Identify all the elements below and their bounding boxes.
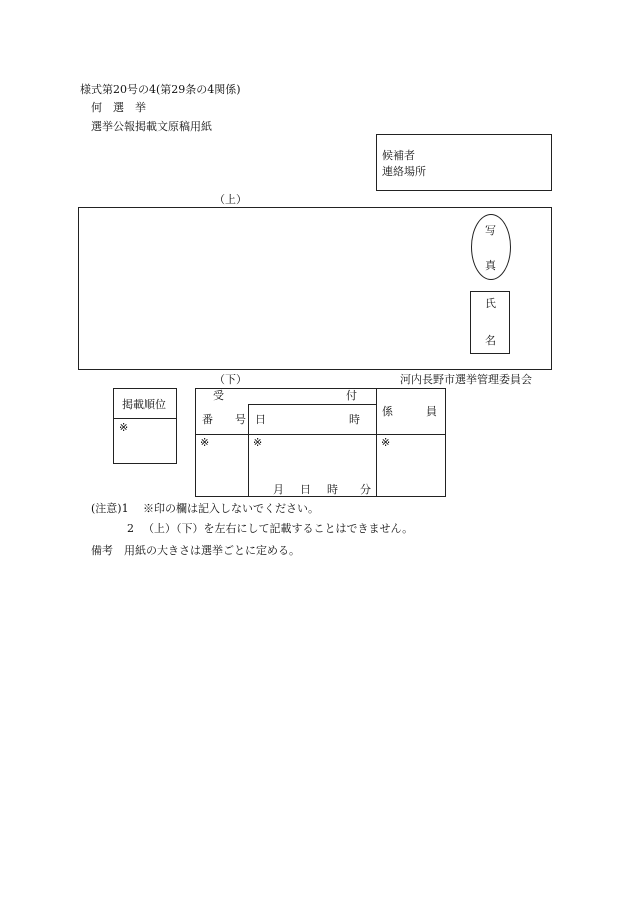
notes-label: (注意)1 <box>91 502 129 515</box>
note-2: （上）（下）を左右にして記載することはできません。 <box>143 522 414 535</box>
receipt-staff-divider <box>376 388 377 497</box>
candidate-contact-box <box>376 134 552 191</box>
photo-char-2: 真 <box>485 259 496 272</box>
form-title: 選挙公報掲載文原稿用紙 <box>91 120 212 133</box>
receipt-subheader-line <box>248 404 376 405</box>
remark-label: 備考 <box>91 544 113 557</box>
order-divider <box>113 418 177 419</box>
receipt-staff-mark: ※ <box>381 436 391 449</box>
upper-label: （上） <box>214 193 247 206</box>
order-mark: ※ <box>119 421 129 434</box>
order-header: 掲載順位 <box>122 398 166 411</box>
name-char-1: 氏 <box>485 297 496 310</box>
lower-label: （下） <box>214 373 247 386</box>
receipt-number-mark: ※ <box>200 436 210 449</box>
receipt-ji: 時 <box>349 413 360 426</box>
election-name: 何 選 挙 <box>91 101 146 114</box>
name-char-2: 名 <box>485 334 496 347</box>
receipt-uke: 受 <box>213 389 224 402</box>
photo-char-1: 写 <box>485 224 496 237</box>
receipt-number-divider <box>248 404 249 497</box>
note-1: ※印の欄は記入しないでください。 <box>143 502 319 515</box>
receipt-nichi: 日 <box>255 413 266 426</box>
receipt-datetime-mark: ※ <box>253 436 263 449</box>
note-2-number: 2 <box>127 522 134 535</box>
form-number: 様式第20号の4(第29条の4関係) <box>80 83 241 96</box>
receipt-header-line <box>195 434 446 435</box>
unit-minute: 分 <box>360 483 371 496</box>
unit-month: 月 <box>273 483 284 496</box>
receipt-staff-label: 係 員 <box>382 405 437 418</box>
receipt-tsuke: 付 <box>346 389 357 402</box>
remark-text: 用紙の大きさは選挙ごとに定める。 <box>124 544 300 557</box>
receipt-number-label: 番 号 <box>202 413 246 426</box>
candidate-label: 候補者 <box>382 149 415 162</box>
unit-day: 日 <box>300 483 311 496</box>
unit-hour: 時 <box>327 483 338 496</box>
contact-place-label: 連絡場所 <box>382 165 426 178</box>
committee-name: 河内長野市選挙管理委員会 <box>400 373 532 386</box>
